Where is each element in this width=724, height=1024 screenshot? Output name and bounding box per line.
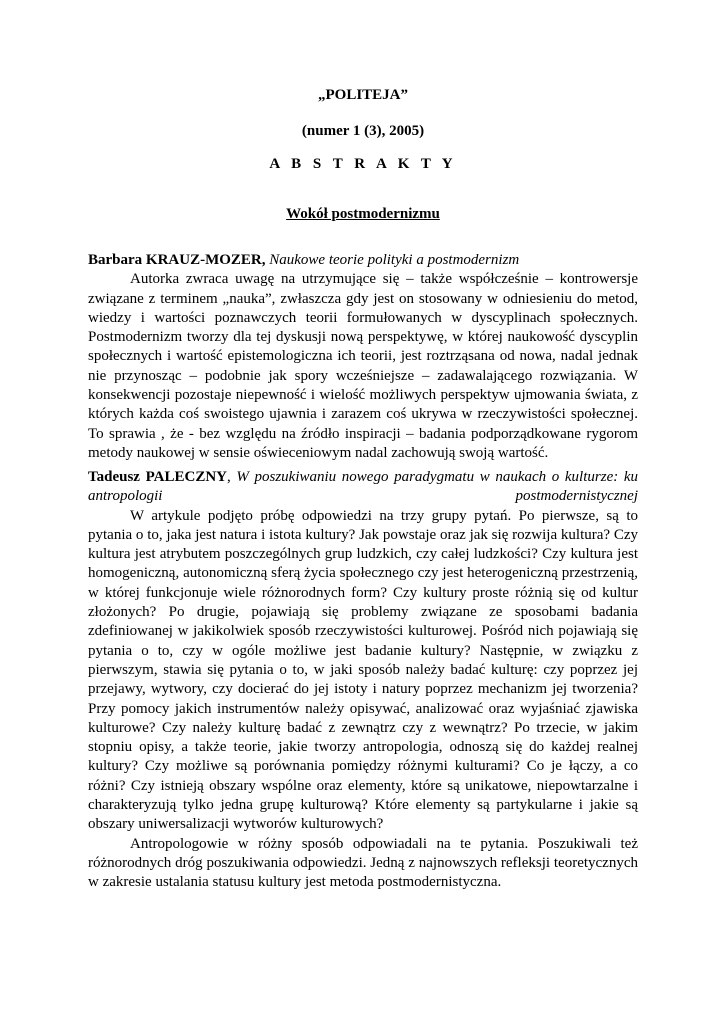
journal-title: „POLITEJA”: [317, 87, 408, 103]
article-title: W poszukiwaniu nowego paradygmatu w naukach o kulturze: ku antropologii postmodernistycznej: [88, 469, 638, 505]
abstract-paragraph: W artykule podjęto próbę odpowiedzi na trzy grupy pytań. Po pierwsze, są to pytania o to, jaka jest natura i istota kultury? Jak powstaje oraz jak się rozwija kultura? Czy kultura jest atrybutem poszczególnych grup ludzkich, czy całej ludzkości? Czy kultura jest homogeniczną, autonomiczną sferą życia społecznego czy jest heterogeniczną przestrzenią, w której funkcjonuje wiele różnorodnych form? Czy kultury proste różnią się od kultur złożonych? Po drugie, pojawiają się problemy związane ze sposobami badania zdefiniowanej w jakikolwiek sposób rzeczywistości kulturowej. Pośród nich pojawiają się pytania o to, czy w ogóle możliwe jest badanie kultury? Następnie, w związku z pierwszym, stawia się pytania o to, w jaki sposób należy badać kulturę: czy poprzez jej przejawy, wytwory, czy docierać do jej istoty i natury poprzez mechanizm jej tworzenia? Przy pomocy jakich instrumentów należy opisywać, analizować oraz wyjaśniać zjawiska kulturowe? Czy należy kulturę badać z zewnątrz czy z wewnątrz? Po trzecie, w jakim stopniu opisy, a także teorie, jakie tworzy antropologia, odnoszą się do każdej realnej kultury? Czy możliwe są porównania pomiędzy różnymi kulturami? Co je łączy, a co różni? Czy istnieją obszary wspólne oraz elementy, które są unikatowe, niepowtarzalne i charakteryzują tylko jedna grupę kulturową? Które elementy są partykularne i jakie są obszary uniwersalizacji wytworów kulturowych?: [88, 507, 638, 833]
abstract-header: [88, 251, 638, 270]
author-first-name: Barbara: [88, 252, 146, 268]
abstract-paragraph: Antropologowie w różny sposób odpowiadali na te pytania. Poszukiwali też różnorodnych dróg poszukiwania odpowiedzi. Jedną z najnowszych refleksji teoretycznych w zakresie ustalania statusu kultury jest metoda postmodernistyczna.: [88, 835, 638, 891]
author-title-separator: ,: [227, 469, 237, 485]
abstract-paleczny: [88, 468, 638, 893]
issue-number: (numer 1 (3), 2005): [301, 123, 425, 139]
abstract-paragraph: Autorka zwraca uwagę na utrzymujące się – także współcześnie – kontrowersje związane z terminem „nauka”, zwłaszcza gdy jest on stosowany w odniesieniu do metod, wiedzy i wartości poznawczych teorii formułowanych w dyscyplinach społecznych. Postmodernizm tworzy dla tej dyskusji nową perspektywę, w której naukowość dyscyplin społecznych i wartość epistemologiczna ich teorii, jest roztrząsana od nowa, nadal jednak nie przynosząc – podobnie jak spory wcześniejsze – zadawalającego rozwiązania. W konsekwencji pozostaje niepewność i wielość możliwych perspektyw ujmowania świata, z których każda coś swoistego ujawnia i zarazem coś ukrywa w rzeczywistości społecznej. To sprawia , że - bez względu na źródło inspiracji – badania podporządkowane rygorom metody naukowej w sensie oświeceniowym nadal zachowują swoją wartość.: [88, 271, 638, 461]
topic-heading: Wokół postmodernizmu: [286, 206, 440, 222]
abstract-krauz-mozer: [88, 251, 638, 463]
abstract-header: [88, 468, 638, 507]
section-heading: A B S T R A K T Y: [269, 156, 457, 172]
author-first-name: Tadeusz: [88, 469, 146, 485]
author-last-name: KRAUZ-MOZER,: [145, 252, 266, 268]
author-name: [88, 252, 266, 268]
author-last-name: PALECZNY: [145, 469, 227, 485]
document-page: [88, 0, 638, 1024]
article-title: Naukowe teorie polityki a postmodernizm: [269, 252, 520, 268]
author-name: [88, 469, 227, 485]
